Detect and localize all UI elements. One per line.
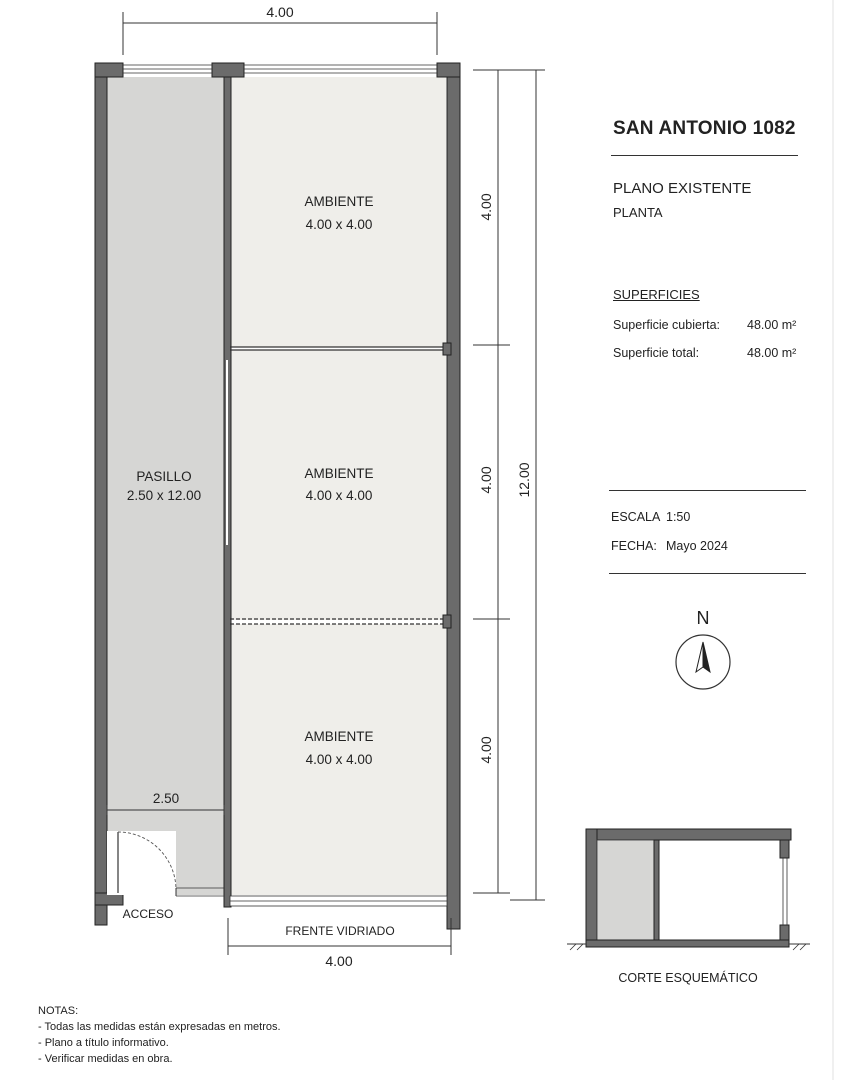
front-label: FRENTE VIDRIADO [285, 924, 395, 938]
room-3-name: AMBIENTE [304, 729, 374, 744]
top-windows [123, 65, 437, 73]
total-length-label: 12.00 [516, 462, 532, 498]
plan-subtitle-2: PLANTA [613, 205, 663, 220]
room-2 [230, 350, 446, 620]
bottom-width-label: 4.00 [325, 953, 353, 969]
north-label: N [696, 608, 710, 628]
section-diagram [567, 829, 810, 950]
info-rule-top [609, 490, 806, 491]
superficies-heading: SUPERFICIES [613, 287, 700, 302]
plan-subtitle: PLANO EXISTENTE [613, 180, 752, 197]
fecha-label: FECHA: [611, 539, 657, 553]
access-door [107, 831, 176, 896]
note-item: - Plano a título informativo. [38, 1037, 169, 1049]
escala-label: ESCALA [611, 510, 661, 524]
notes-block [38, 1003, 281, 1067]
access-label: ACCESO [122, 907, 174, 921]
superficie-total-value: 48.00 m² [747, 346, 797, 360]
pasillo-width-label: 2.50 [152, 791, 180, 806]
note-item: - Verificar medidas en obra. [38, 1053, 173, 1065]
superficie-total-label: Superficie total: [613, 346, 700, 360]
partition-end-2 [443, 615, 451, 628]
top-width-label: 4.00 [266, 4, 294, 20]
superficie-cubierta-label: Superficie cubierta: [613, 318, 721, 332]
segment-3-label: 4.00 [478, 736, 494, 764]
segment-1-label: 4.00 [478, 193, 494, 221]
project-title: SAN ANTONIO 1082 [613, 118, 796, 139]
pasillo-floor [107, 77, 224, 895]
info-rule-bottom [609, 573, 806, 574]
room-2-dims: 4.00 x 4.00 [305, 488, 373, 503]
room-1-name: AMBIENTE [304, 194, 374, 209]
escala-value: 1:50 [666, 510, 691, 524]
pasillo-name: PASILLO [136, 469, 192, 484]
superficie-cubierta-value: 48.00 m² [747, 318, 797, 332]
pasillo-dims: 2.50 x 12.00 [126, 488, 202, 503]
room-1 [230, 77, 446, 347]
room-2-name: AMBIENTE [304, 466, 374, 481]
room-3-dims: 4.00 x 4.00 [305, 752, 373, 767]
note-item: - Todas las medidas están expresadas en metros. [38, 1021, 281, 1033]
room-1-dims: 4.00 x 4.00 [305, 217, 373, 232]
section-label: CORTE ESQUEMÁTICO [618, 971, 758, 985]
north-arrow-icon [676, 635, 730, 689]
segment-2-label: 4.00 [478, 466, 494, 494]
fecha-value: Mayo 2024 [666, 539, 728, 553]
notes-heading: NOTAS: [38, 1005, 79, 1017]
title-rule [611, 155, 798, 156]
partition-end-1 [443, 343, 451, 355]
